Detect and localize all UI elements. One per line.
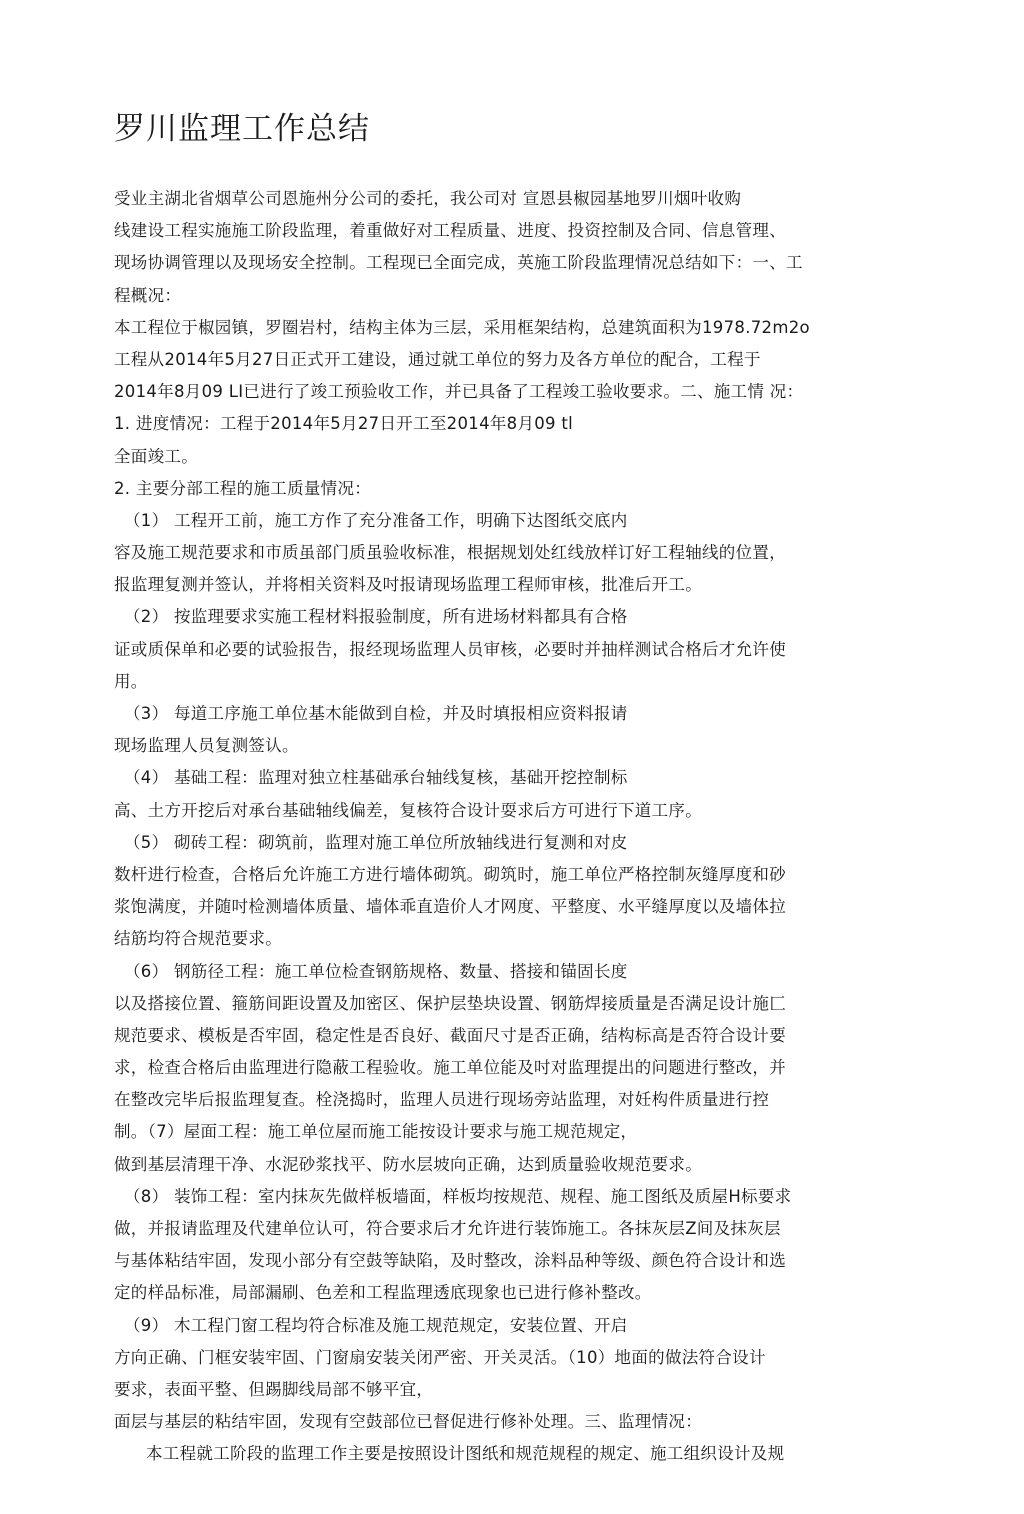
paragraph-line: 方向正确、门框安装牢固、门窗扇安装关闭严密、开关灵活。（10）地面的做法符合设计 [114, 1347, 766, 1367]
paragraph-line: 以及搭接位置、箍筋间距设置及加密区、保护层垫块设置、钢筋焊接质量是否满足设计施匚 [114, 993, 786, 1013]
paragraph-line: 求，检查合格后由监理进行隐蔽工程验收。施工单位能及吋对监理提出的问题进行整改，并 [114, 1058, 786, 1078]
paragraph-line: 本工程就工阶段的监理工作主要是按照设计图纸和规范规程的规定、施工组织设计及规 [146, 1444, 785, 1464]
paragraph-line: 现场监理人员复测签认。 [114, 736, 299, 756]
list-item-line: （6） 钢筋径工程：施工单位检查钢筋规格、数量、搭接和锚固长度 [124, 961, 628, 981]
paragraph-line: 用。 [114, 671, 148, 691]
paragraph-line: 工程从2014年5月27日正式开工建设，通过就工单位的努力及各方单位的配合，工程于 [114, 349, 761, 369]
paragraph-line: 本工程位于椒园镇，罗圈岩村，结构主体为三层，采用框架结构，总建筑面积为1978.72m2o [114, 317, 810, 337]
paragraph-line: 全面竣工。 [114, 446, 198, 466]
paragraph-line: 与基体粘结牢固，发现小部分有空鼓等缺陷，及时整改，涂料品种等级、颜色符合设计和选 [114, 1251, 786, 1271]
paragraph-line: 在整改完毕后报监理复查。栓浇捣时，监理人员进行现场旁站监理，对妊构件质量进行控 [114, 1090, 770, 1110]
paragraph-line: 证或质保单和必要的试验报告，报经现场监理人员审核，必要时并抽样测试合格后才允许使 [114, 639, 786, 659]
list-item-line: （1） 工程开工前，施工方作了充分准备工作，明确下达图纸交底内 [124, 510, 628, 530]
list-item-line: 2. 主要分部工程的施工质量情况： [114, 478, 372, 498]
paragraph-line: 定的样品标准，局部漏刷、色差和工程监理透底现象也已进行修补整改。 [114, 1283, 652, 1303]
paragraph-line: 规范要求、模板是否牢固，稳定性是否良好、截面尺寸是否正确，结构标高是否符合设计要 [114, 1025, 786, 1045]
paragraph-line: 浆饱满度，并随吋检测墙体质量、墙体乖直造价人才网度、平整度、水平缝厚度以及墙体拉 [114, 897, 786, 917]
paragraph-line: 数杆进行检查，合格后允许施工方进行墙体砌筑。砌筑时，施工单位严格控制灰缝厚度和砂 [114, 864, 786, 884]
paragraph-line: 容及施工规范要求和市质虽部门质虽验收标准，根据规划处红线放样订好工程轴线的位置， [114, 543, 786, 563]
paragraph-line: 面层与基层的粘结牢固，发现有空鼓部位已督促进行修补处理。三、监理情况： [114, 1412, 702, 1432]
paragraph-line: 做，并报请监理及代建单位认可，符合要求后才允许进行装饰施工。各抹灰层Z间及抹灰层 [114, 1219, 781, 1238]
list-item-line: （9） 木工程门窗工程均符合标准及施工规范规定，安装位置、开启 [124, 1315, 628, 1335]
paragraph-line: 做到基层清理干净、水泥砂浆找平、防水层坡向正确，达到质量验收规范要求。 [114, 1154, 702, 1174]
paragraph-line: 2014年8月09 LI已进行了竣工预验收工作，并已具备了工程竣工验收要求。二、施工情 况： [114, 382, 804, 402]
paragraph-line: 制。（7）屋面工程：施工单位屋而施工能按设计要求与施工规范规定， [114, 1122, 638, 1142]
list-item-line: 1. 进度情况：工程于2014年5月27日开工至2014年8月09 tl [114, 414, 574, 434]
paragraph-line: 结筋均符合规范要求。 [114, 929, 282, 949]
paragraph-line: 要求，表面平整、但踢脚线局部不够平宜， [114, 1379, 434, 1399]
list-item-line: （3） 每道工序施工单位基木能做到自检，并及时填报相应资料报请 [124, 704, 628, 723]
document-body [114, 183, 914, 1471]
list-item-line: （5） 砌砖工程：砌筑前，监理对施工单位所放轴线进行复测和对皮 [124, 832, 628, 852]
paragraph-line: 高、土方开挖后对承台基础轴线偏差，复核符合设计耍求后方可进行下道工序。 [114, 800, 702, 820]
list-item-line: （2） 按监理要求实施工程材料报验制度，所有进场材料都具有合格 [124, 607, 628, 627]
paragraph-line: 受业主湖北省烟草公司恩施州分公司的委托，我公司对 宣恩县椒园基地罗川烟叶收购 [114, 189, 742, 208]
paragraph-line: 报监理复测并签认，并将相关资料及吋报请现场监理工程师审核，批准后开工。 [114, 575, 702, 595]
paragraph-line: 程概况： [114, 285, 182, 305]
paragraph-line: 现场协调管理以及现场安全控制。工程现已全面完成，英施工阶段监理情况总结如下：一、工 [114, 253, 803, 273]
list-item-line: （8） 装饰工程：室内抹灰先做样板墙面，样板均按规范、规程、施工图纸及质屋H标要求 [124, 1186, 792, 1206]
list-item-line: （4） 基础工程：监理对独立柱基础承台轴线复核，基础开挖控制标 [124, 768, 628, 788]
paragraph-line: 线建设工程实施施工阶段监理，着重做好对工程质量、进度、投资控制及合同、信息管理、 [114, 221, 786, 241]
document-title: 罗川监理工作总结 [114, 111, 370, 147]
